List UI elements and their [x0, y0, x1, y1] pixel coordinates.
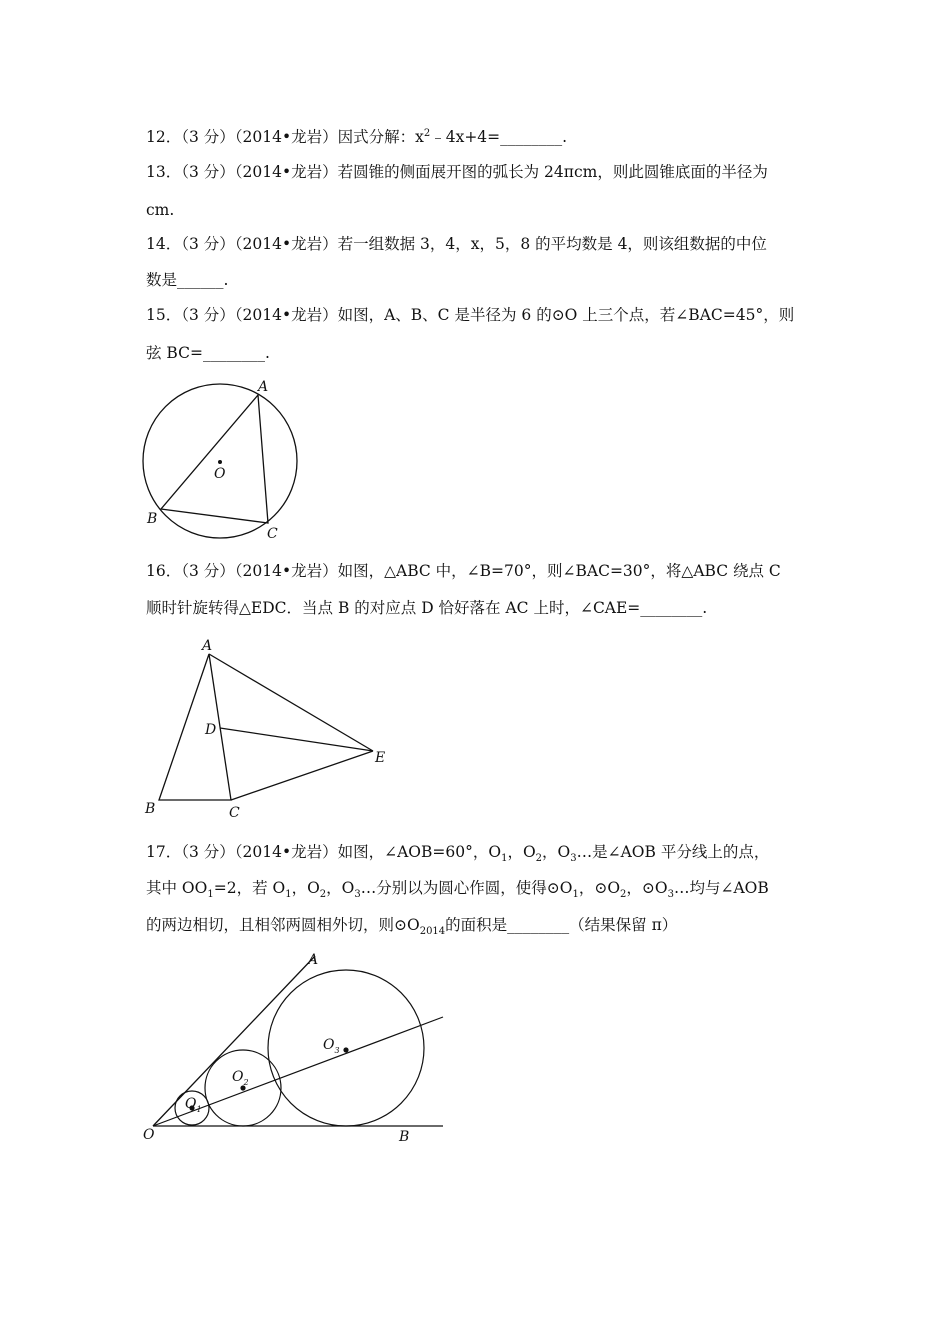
question-16-line1: 16．（3 分）（2014•龙岩）如图，△ABC 中，∠B=70°，则∠BAC=30°，将△ABC 绕点 C — [146, 562, 781, 580]
q17-circles-figure — [135, 948, 455, 1153]
label-a: A — [202, 638, 213, 654]
label-o2 — [232, 1069, 249, 1087]
q17-l2-b: =2，若 O — [213, 879, 286, 897]
question-15-line2: 弦 BC=________. — [146, 344, 270, 362]
q17-l3-a: 的两边相切，且相邻两圆相外切，则⊙O — [146, 916, 420, 934]
question-14-line1: 14．（3 分）（2014•龙岩）若一组数据 3，4，x，5，8 的平均数是 4，则该组数据的中位 — [146, 235, 767, 253]
question-13-line1: 13．（3 分）（2014•龙岩）若圆锥的侧面展开图的弧长为 24πcm，则此圆锥底面的半径为 — [146, 163, 768, 181]
sub-3: 3 — [667, 889, 674, 901]
sub-1: 1 — [572, 889, 579, 901]
q17-l3-b: 的面积是________（结果保留 π） — [445, 916, 678, 934]
segment-ae — [209, 654, 373, 751]
label-b: B — [399, 1129, 410, 1145]
segment-ce — [231, 751, 373, 800]
sub-2: 2 — [535, 853, 543, 865]
o1-letter: O — [185, 1096, 197, 1112]
label-c: C — [267, 526, 278, 542]
q17-l2-c: ，O — [291, 879, 320, 897]
sub-1: 1 — [501, 853, 508, 865]
label-a: A — [308, 952, 319, 968]
q17-l1-a: 17．（3 分）（2014•龙岩）如图，∠AOB=60°，O — [146, 843, 502, 861]
question-17-line1 — [146, 842, 770, 865]
triangle-abc — [161, 395, 268, 523]
q17-l1-c: ，O — [542, 843, 571, 861]
q16-triangle-figure — [135, 630, 405, 825]
label-o3 — [323, 1037, 340, 1055]
label-o1 — [185, 1096, 202, 1114]
q17-l2-e: …分别以为圆心作圆，使得⊙O — [360, 879, 573, 897]
q17-l2-d: ，O — [326, 879, 355, 897]
sub-2: 2 — [319, 889, 327, 901]
label-d: D — [205, 722, 217, 738]
question-15-line1: 15．（3 分）（2014•龙岩）如图，A、B、C 是半径为 6 的⊙O 上三个点，若∠BAC=45°，则 — [146, 306, 795, 324]
label-b: B — [145, 801, 156, 817]
o1-sub: 1 — [196, 1105, 202, 1114]
segment-de — [220, 728, 373, 751]
sub-2: 2 — [620, 889, 627, 901]
q12-text-after: ﹣4x+4=________. — [430, 128, 568, 146]
q12-text: 12．（3 分）（2014•龙岩）因式分解：x — [146, 128, 424, 146]
q12-exponent: 2 — [423, 127, 431, 139]
question-14-line2: 数是______. — [146, 271, 229, 289]
sub-1: 1 — [207, 889, 214, 901]
triangle-abc — [159, 654, 231, 800]
label-c: C — [229, 805, 240, 821]
q17-l2-h: …均与∠AOB — [674, 879, 769, 897]
o3-letter: O — [323, 1037, 335, 1053]
label-o: O — [214, 466, 226, 482]
o2-sub: 2 — [243, 1078, 249, 1087]
label-o: O — [143, 1127, 155, 1143]
center-o3 — [343, 1047, 348, 1052]
sub-3: 3 — [570, 853, 577, 865]
q17-l2-g: ，⊙O — [626, 879, 668, 897]
sub-1: 1 — [285, 889, 292, 901]
question-17-line2 — [146, 878, 769, 901]
q15-circle-figure — [130, 375, 320, 545]
o3-sub: 3 — [334, 1046, 340, 1055]
question-17-line3 — [146, 915, 678, 938]
label-b: B — [147, 511, 158, 527]
q17-l2-f: ，⊙O — [578, 879, 621, 897]
label-a: A — [258, 379, 269, 395]
question-13-line2: cm. — [146, 201, 175, 219]
center-point — [218, 460, 222, 464]
q17-l1-d: …是∠AOB 平分线上的点， — [576, 843, 770, 861]
question-12 — [146, 127, 567, 147]
q17-l1-b: ，O — [507, 843, 536, 861]
question-16-line2: 顺时针旋转得△EDC．当点 B 的对应点 D 恰好落在 AC 上时，∠CAE=________. — [146, 599, 708, 617]
sub-2014: 2014 — [419, 926, 446, 938]
sub-3: 3 — [354, 889, 361, 901]
label-e: E — [375, 750, 386, 766]
q17-l2-a: 其中 OO — [146, 879, 208, 897]
o2-letter: O — [232, 1069, 244, 1085]
